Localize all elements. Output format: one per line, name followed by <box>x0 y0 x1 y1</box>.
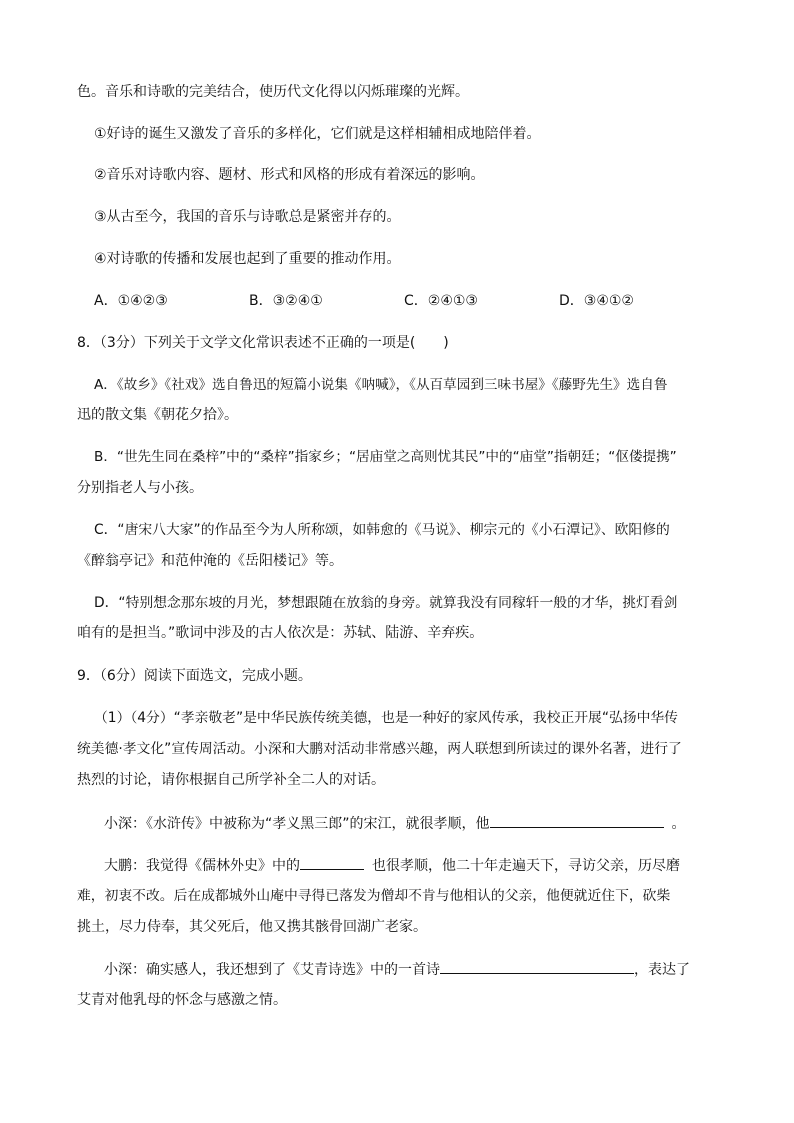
question-9-stem: 9．（6分）阅读下面选文，完成小题。 <box>77 668 312 684</box>
q8-option-c-line1: C．“唐宋八大家”的作品至今为人所称颂，如韩愈的《马说》、柳宗元的《小石潭记》、欧阳修的 <box>94 522 670 538</box>
answer-blank-3[interactable] <box>440 959 634 974</box>
answer-blank-1[interactable] <box>490 813 664 828</box>
dialogue-1-end: 。 <box>671 816 686 832</box>
q8-option-b-line2: 分别指老人与小孩。 <box>77 480 203 496</box>
q8-option-a-line1: A．《故乡》《社戏》选自鲁迅的短篇小说集《呐喊》，《从百草园到三味书屋》《藤野先生》选自鲁 <box>94 377 668 393</box>
sentence-4: ④对诗歌的传播和发展也起到了重要的推动作用。 <box>94 251 401 267</box>
dialogue-3-text: 小深：确实感人，我还想到了《艾青诗选》中的一首诗 <box>104 962 440 978</box>
dialogue-2-line2: 难，初衷不改。后在成都城外山庵中寻得已落发为僧却不肯与他相认的父亲，他便就近住下，砍柴 <box>77 888 671 904</box>
question-8-stem: 8．（3分）下列关于文学文化常识表述不正确的一项是( ) <box>77 335 449 351</box>
option-c: C．②④①③ <box>404 293 478 309</box>
sentence-1: ①好诗的诞生又激发了音乐的多样化，它们就是这样相辅相成地陪伴着。 <box>94 126 541 142</box>
dialogue-3-line1 <box>104 959 690 980</box>
q8-option-d-line2: 咱有的是担当。”歌词中涉及的古人依次是：苏轼、陆游、辛弃疾。 <box>77 625 484 641</box>
q9-passage-line3: 热烈的讨论，请你根据自己所学补全二人的对话。 <box>77 772 385 788</box>
dialogue-1-text: 小深：《水浒传》中被称为“孝义黑三郎”的宋江，就很孝顺，他 <box>104 816 490 832</box>
dialogue-3-line2: 艾青对他乳母的怀念与感激之情。 <box>77 992 287 1008</box>
sentence-3: ③从古至今，我国的音乐与诗歌总是紧密并存的。 <box>94 209 401 225</box>
intro-line: 色。音乐和诗歌的完美结合，使历代文化得以闪烁璀璨的光辉。 <box>77 84 469 100</box>
dialogue-2-line3: 挑土，尽力侍奉，其父死后，他又携其骸骨回湖广老家。 <box>77 919 427 935</box>
dialogue-2-cont: 也很孝顺，他二十年走遍天下，寻访父亲，历尽磨 <box>372 858 680 874</box>
dialogue-3-cont: ，表达了 <box>634 962 690 978</box>
q8-option-a-line2: 迅的散文集《朝花夕拾》。 <box>77 407 238 423</box>
dialogue-2-line1 <box>104 855 680 876</box>
option-b: B．③②④① <box>249 293 323 309</box>
dialogue-1 <box>104 813 686 834</box>
dialogue-2-text: 大鹏：我觉得《儒林外史》中的 <box>104 858 300 874</box>
answer-blank-2[interactable] <box>300 855 364 870</box>
sentence-2: ②音乐对诗歌内容、题材、形式和风格的形成有着深远的影响。 <box>94 167 485 183</box>
q8-option-b-line1: B．“世先生同在桑梓”中的“桑梓”指家乡；“居庙堂之高则忧其民”中的“庙堂”指朝廷；“伛偻提携” <box>94 449 677 465</box>
option-d: D．③④①② <box>559 293 634 309</box>
q9-passage-line2: 统美德·孝文化”宣传周活动。小深和大鹏对活动非常感兴趣，两人联想到所读过的课外名著，进行了 <box>77 741 682 757</box>
q9-passage-line1: （1）（4分）“孝亲敬老”是中华民族传统美德，也是一种好的家风传承，我校正开展“弘扬中华传 <box>94 710 678 726</box>
option-a: A．①④②③ <box>94 293 168 309</box>
q8-option-c-line2: 《醉翁亭记》和范仲淹的《岳阳楼记》等。 <box>77 553 343 569</box>
q8-option-d-line1: D．“特别想念那东坡的月光，梦想跟随在放翁的身旁。就算我没有同稼轩一般的才华，挑灯看剑 <box>94 595 678 611</box>
